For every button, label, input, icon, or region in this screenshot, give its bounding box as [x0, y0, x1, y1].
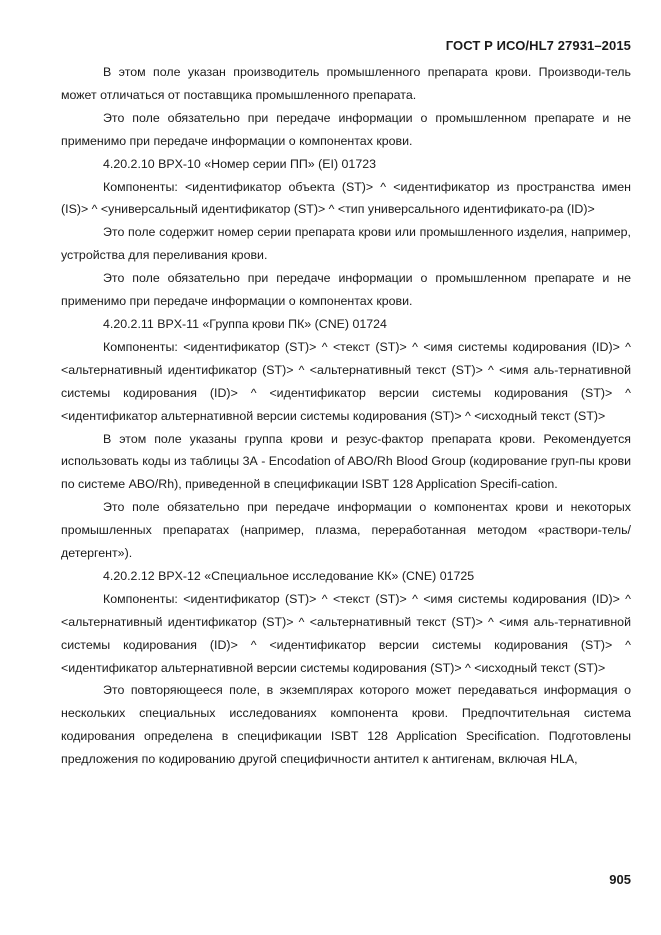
paragraph: Это поле обязательно при передаче информации о промышленном препарате и не применимо при передаче информации о компонентах крови.	[61, 271, 631, 309]
paragraph: Это повторяющееся поле, в экземплярах которого может передаваться информация о нескольких специальных исследованиях компонента крови. Предпочтительная система кодирования определена в спецификации ISBT 128 Application Specification. Подготовлены предложения по кодированию другой специфичности антител к антигенам, включая HLA,	[61, 683, 631, 767]
paragraph: Компоненты: <идентификатор объекта (ST)> ^ <идентификатор из пространства имен (IS)> ^ <универсальный идентификатор (ST)> ^ <тип универсального идентификато-ра (ID)>	[61, 179, 631, 217]
paragraph: Компоненты: <идентификатор (ST)> ^ <текст (ST)> ^ <имя системы кодирования (ID)> ^ <альтернативный идентификатор (ST)> ^ <альтернативный текст (ST)> ^ <имя аль-тернативной системы кодирования (ID)> ^ <идентификатор версии системы кодирования (ST)> ^ <идентификатор альтернативной версии системы кодирования (ST)> ^ <исходный текст (ST)>	[61, 339, 631, 423]
paragraph: В этом поле указан производитель промышленного препарата крови. Производи-тель может отличаться от поставщика промышленного препарата.	[61, 65, 631, 102]
document-header: ГОСТ Р ИСО/HL7 27931–2015	[445, 38, 631, 53]
paragraph: Это поле обязательно при передаче информации о промышленном препарате и не применимо при передаче информации о компонентах крови.	[61, 110, 631, 148]
document-body	[61, 61, 631, 771]
paragraph: Компоненты: <идентификатор (ST)> ^ <текст (ST)> ^ <имя системы кодирования (ID)> ^ <альтернативный идентификатор (ST)> ^ <альтернативный текст (ST)> ^ <имя аль-тернативной системы кодирования (ID)> ^ <идентификатор версии системы кодирования (ST)> ^ <идентификатор альтернативной версии системы кодирования (ST)> ^ <исходный текст (ST)>	[61, 591, 631, 675]
section-heading: 4.20.2.11 BPX-11 «Группа крови ПК» (CNE) 01724	[103, 316, 387, 331]
section-heading: 4.20.2.12 BPX-12 «Специальное исследование КК» (CNE) 01725	[103, 568, 475, 583]
paragraph: Это поле содержит номер серии препарата крови или промышленного изделия, например, устройства для переливания крови.	[61, 225, 631, 263]
paragraph: В этом поле указаны группа крови и резус-фактор препарата крови. Рекомендуется использовать коды из таблицы 3А - Encodation of ABO/Rh Blood Group (кодирование груп-пы крови по системе ABO/Rh), приведенной в спецификации ISBT 128 Application Specifi-cation.	[61, 431, 631, 492]
page-number: 905	[609, 872, 631, 887]
paragraph: Это поле обязательно при передаче информации о компонентах крови и некоторых промышленных препаратах (например, плазма, переработанная методом «раствори-тель/детергент»).	[61, 500, 631, 561]
section-heading: 4.20.2.10 BPX-10 «Номер серии ПП» (EI) 01723	[103, 156, 376, 171]
